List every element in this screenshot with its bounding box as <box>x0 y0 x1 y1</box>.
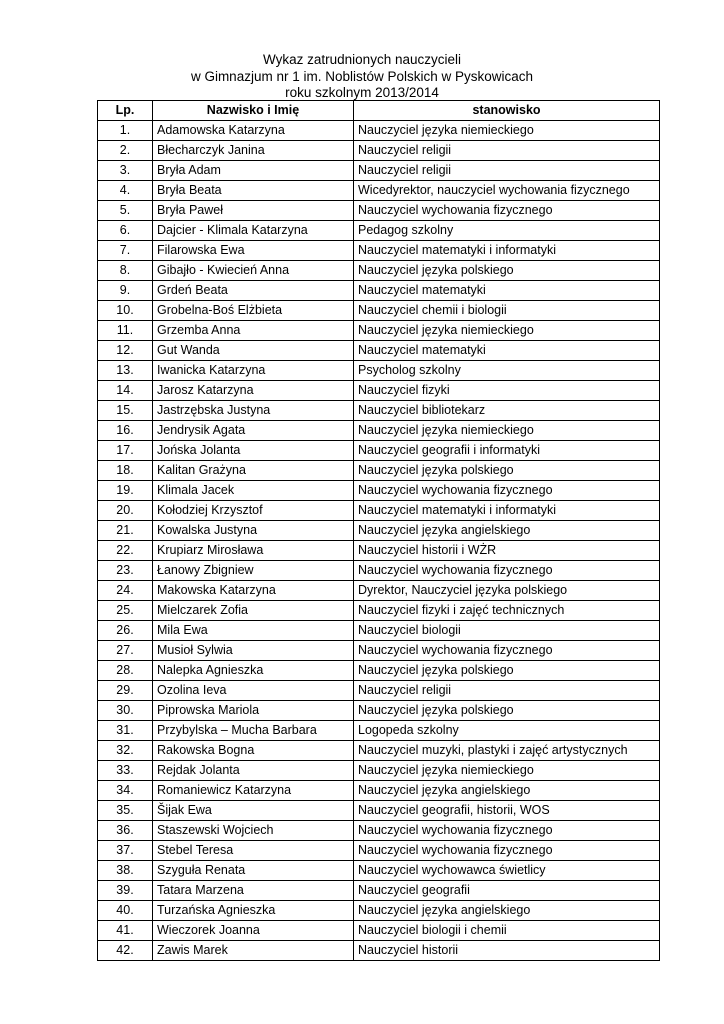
table-row <box>98 741 660 761</box>
table-row <box>98 321 660 341</box>
table-header-row <box>98 101 660 121</box>
cell-name: Jendrysik Agata <box>153 421 354 441</box>
cell-lp: 19. <box>98 481 153 501</box>
cell-lp: 41. <box>98 921 153 941</box>
header-position: stanowisko <box>354 101 660 121</box>
table-row <box>98 681 660 701</box>
cell-lp: 31. <box>98 721 153 741</box>
cell-position: Nauczyciel religii <box>354 141 660 161</box>
staff-table <box>97 100 660 961</box>
cell-position: Nauczyciel wychowania fizycznego <box>354 481 660 501</box>
cell-lp: 28. <box>98 661 153 681</box>
cell-name: Jarosz Katarzyna <box>153 381 354 401</box>
cell-name: Gut Wanda <box>153 341 354 361</box>
table-row <box>98 221 660 241</box>
cell-name: Bryła Adam <box>153 161 354 181</box>
cell-name: Rejdak Jolanta <box>153 761 354 781</box>
cell-name: Mielczarek Zofia <box>153 601 354 621</box>
cell-lp: 22. <box>98 541 153 561</box>
cell-position: Nauczyciel chemii i biologii <box>354 301 660 321</box>
title-line-3: roku szkolnym 2013/2014 <box>285 85 439 100</box>
cell-lp: 15. <box>98 401 153 421</box>
table-row <box>98 841 660 861</box>
table-row <box>98 161 660 181</box>
cell-name: Krupiarz Mirosława <box>153 541 354 561</box>
cell-position: Nauczyciel matematyki <box>354 341 660 361</box>
table-row <box>98 581 660 601</box>
cell-position: Psycholog szkolny <box>354 361 660 381</box>
table-row <box>98 761 660 781</box>
cell-name: Romaniewicz Katarzyna <box>153 781 354 801</box>
table-row <box>98 401 660 421</box>
cell-lp: 39. <box>98 881 153 901</box>
table-row <box>98 941 660 961</box>
cell-position: Nauczyciel matematyki <box>354 281 660 301</box>
cell-name: Ozolina Ieva <box>153 681 354 701</box>
cell-lp: 42. <box>98 941 153 961</box>
cell-position: Nauczyciel muzyki, plastyki i zajęć artystycznych <box>354 741 660 761</box>
cell-lp: 3. <box>98 161 153 181</box>
cell-lp: 18. <box>98 461 153 481</box>
cell-position: Nauczyciel wychowania fizycznego <box>354 641 660 661</box>
cell-position: Nauczyciel biologii i chemii <box>354 921 660 941</box>
cell-name: Grobelna-Boś Elżbieta <box>153 301 354 321</box>
cell-name: Makowska Katarzyna <box>153 581 354 601</box>
table-row <box>98 921 660 941</box>
table-row <box>98 261 660 281</box>
cell-name: Musioł Sylwia <box>153 641 354 661</box>
cell-position: Nauczyciel języka polskiego <box>354 701 660 721</box>
table-row <box>98 281 660 301</box>
title-line-1: Wykaz zatrudnionych nauczycieli <box>263 52 461 67</box>
table-row <box>98 181 660 201</box>
cell-name: Bryła Paweł <box>153 201 354 221</box>
cell-position: Nauczyciel języka polskiego <box>354 261 660 281</box>
document-title <box>0 52 724 102</box>
cell-position: Nauczyciel historii <box>354 941 660 961</box>
cell-name: Dajcier - Klimala Katarzyna <box>153 221 354 241</box>
cell-name: Staszewski Wojciech <box>153 821 354 841</box>
cell-name: Jastrzębska Justyna <box>153 401 354 421</box>
table-row <box>98 121 660 141</box>
cell-name: Szyguła Renata <box>153 861 354 881</box>
cell-position: Nauczyciel wychowania fizycznego <box>354 821 660 841</box>
cell-position: Nauczyciel bibliotekarz <box>354 401 660 421</box>
table-row <box>98 361 660 381</box>
cell-position: Nauczyciel języka angielskiego <box>354 901 660 921</box>
cell-position: Pedagog szkolny <box>354 221 660 241</box>
cell-lp: 35. <box>98 801 153 821</box>
cell-lp: 16. <box>98 421 153 441</box>
cell-name: Błecharczyk Janina <box>153 141 354 161</box>
header-lp: Lp. <box>98 101 153 121</box>
title-line-2: w Gimnazjum nr 1 im. Noblistów Polskich w Pyskowicach <box>190 68 534 84</box>
cell-lp: 37. <box>98 841 153 861</box>
cell-name: Rakowska Bogna <box>153 741 354 761</box>
header-name: Nazwisko i Imię <box>153 101 354 121</box>
cell-position: Logopeda szkolny <box>354 721 660 741</box>
table-row <box>98 901 660 921</box>
cell-lp: 1. <box>98 121 153 141</box>
cell-name: Nalepka Agnieszka <box>153 661 354 681</box>
table-row <box>98 141 660 161</box>
cell-lp: 11. <box>98 321 153 341</box>
cell-position: Nauczyciel matematyki i informatyki <box>354 241 660 261</box>
cell-lp: 26. <box>98 621 153 641</box>
table-row <box>98 541 660 561</box>
cell-name: Grzemba Anna <box>153 321 354 341</box>
cell-position: Nauczyciel języka niemieckiego <box>354 421 660 441</box>
cell-lp: 34. <box>98 781 153 801</box>
cell-position: Wicedyrektor, nauczyciel wychowania fizycznego <box>354 181 660 201</box>
cell-position: Nauczyciel historii i WŻR <box>354 541 660 561</box>
cell-lp: 36. <box>98 821 153 841</box>
cell-position: Nauczyciel języka niemieckiego <box>354 761 660 781</box>
cell-name: Przybylska – Mucha Barbara <box>153 721 354 741</box>
table-row <box>98 341 660 361</box>
table-row <box>98 661 660 681</box>
cell-name: Zawis Marek <box>153 941 354 961</box>
cell-name: Klimala Jacek <box>153 481 354 501</box>
cell-name: Mila Ewa <box>153 621 354 641</box>
cell-name: Piprowska Mariola <box>153 701 354 721</box>
cell-name: Jońska Jolanta <box>153 441 354 461</box>
cell-lp: 23. <box>98 561 153 581</box>
cell-name: Grdeń Beata <box>153 281 354 301</box>
cell-lp: 9. <box>98 281 153 301</box>
table-row <box>98 781 660 801</box>
cell-lp: 24. <box>98 581 153 601</box>
cell-position: Nauczyciel języka angielskiego <box>354 521 660 541</box>
cell-position: Nauczyciel fizyki <box>354 381 660 401</box>
cell-lp: 12. <box>98 341 153 361</box>
cell-name: Šijak Ewa <box>153 801 354 821</box>
cell-position: Nauczyciel języka polskiego <box>354 461 660 481</box>
table-row <box>98 721 660 741</box>
cell-name: Wieczorek Joanna <box>153 921 354 941</box>
table-row <box>98 501 660 521</box>
cell-position: Nauczyciel geografii <box>354 881 660 901</box>
cell-position: Nauczyciel języka niemieckiego <box>354 321 660 341</box>
cell-lp: 10. <box>98 301 153 321</box>
table-row <box>98 481 660 501</box>
cell-name: Stebel Teresa <box>153 841 354 861</box>
cell-name: Kowalska Justyna <box>153 521 354 541</box>
cell-position: Nauczyciel języka angielskiego <box>354 781 660 801</box>
cell-lp: 40. <box>98 901 153 921</box>
cell-name: Gibajło - Kwiecień Anna <box>153 261 354 281</box>
cell-name: Kalitan Grażyna <box>153 461 354 481</box>
cell-position: Nauczyciel religii <box>354 681 660 701</box>
cell-lp: 38. <box>98 861 153 881</box>
cell-position: Nauczyciel geografii, historii, WOS <box>354 801 660 821</box>
cell-position: Nauczyciel religii <box>354 161 660 181</box>
cell-lp: 7. <box>98 241 153 261</box>
table-row <box>98 441 660 461</box>
table-row <box>98 421 660 441</box>
cell-name: Turzańska Agnieszka <box>153 901 354 921</box>
table-row <box>98 201 660 221</box>
table-row <box>98 561 660 581</box>
cell-position: Nauczyciel wychowania fizycznego <box>354 201 660 221</box>
cell-lp: 8. <box>98 261 153 281</box>
table-row <box>98 601 660 621</box>
table-row <box>98 701 660 721</box>
table-row <box>98 241 660 261</box>
cell-position: Nauczyciel matematyki i informatyki <box>354 501 660 521</box>
cell-lp: 21. <box>98 521 153 541</box>
cell-position: Nauczyciel wychowawca świetlicy <box>354 861 660 881</box>
cell-lp: 14. <box>98 381 153 401</box>
cell-lp: 6. <box>98 221 153 241</box>
cell-lp: 30. <box>98 701 153 721</box>
cell-lp: 2. <box>98 141 153 161</box>
cell-position: Nauczyciel języka polskiego <box>354 661 660 681</box>
table-row <box>98 461 660 481</box>
cell-name: Filarowska Ewa <box>153 241 354 261</box>
cell-name: Adamowska Katarzyna <box>153 121 354 141</box>
cell-name: Kołodziej Krzysztof <box>153 501 354 521</box>
cell-name: Bryła Beata <box>153 181 354 201</box>
table-row <box>98 821 660 841</box>
table-row <box>98 381 660 401</box>
cell-lp: 4. <box>98 181 153 201</box>
cell-name: Tatara Marzena <box>153 881 354 901</box>
cell-name: Łanowy Zbigniew <box>153 561 354 581</box>
cell-lp: 25. <box>98 601 153 621</box>
cell-lp: 32. <box>98 741 153 761</box>
cell-position: Nauczyciel wychowania fizycznego <box>354 841 660 861</box>
cell-position: Nauczyciel wychowania fizycznego <box>354 561 660 581</box>
cell-lp: 17. <box>98 441 153 461</box>
cell-lp: 27. <box>98 641 153 661</box>
table-row <box>98 881 660 901</box>
cell-lp: 33. <box>98 761 153 781</box>
cell-name: Iwanicka Katarzyna <box>153 361 354 381</box>
cell-position: Nauczyciel fizyki i zajęć technicznych <box>354 601 660 621</box>
cell-position: Dyrektor, Nauczyciel języka polskiego <box>354 581 660 601</box>
table-body <box>98 121 660 961</box>
cell-lp: 5. <box>98 201 153 221</box>
cell-position: Nauczyciel geografii i informatyki <box>354 441 660 461</box>
table-row <box>98 861 660 881</box>
table-row <box>98 801 660 821</box>
table-row <box>98 641 660 661</box>
cell-lp: 29. <box>98 681 153 701</box>
table-row <box>98 521 660 541</box>
table-row <box>98 621 660 641</box>
table-row <box>98 301 660 321</box>
cell-lp: 20. <box>98 501 153 521</box>
cell-position: Nauczyciel biologii <box>354 621 660 641</box>
cell-lp: 13. <box>98 361 153 381</box>
cell-position: Nauczyciel języka niemieckiego <box>354 121 660 141</box>
